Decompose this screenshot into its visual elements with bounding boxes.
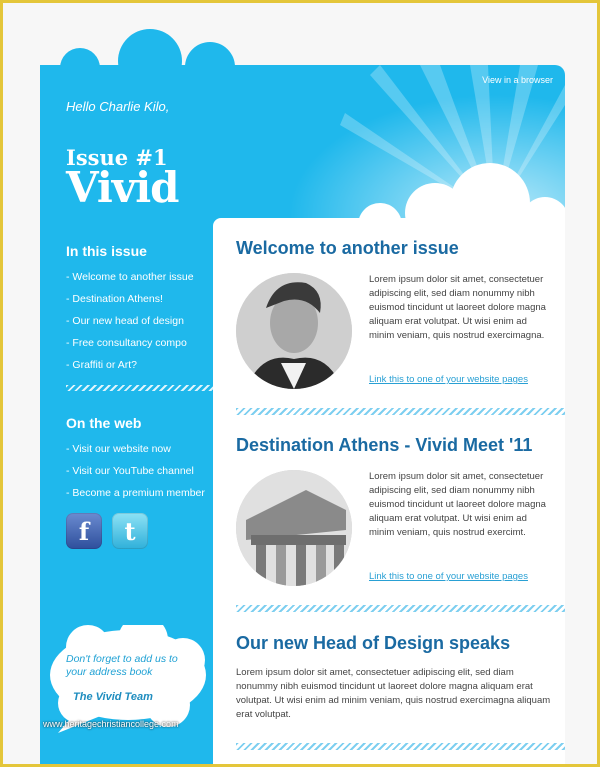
section-divider bbox=[236, 408, 565, 415]
web-link-website[interactable]: - Visit our website now bbox=[66, 443, 171, 455]
issue-link-consultancy[interactable]: - Free consultancy compo bbox=[66, 337, 187, 349]
issue-link-graffiti[interactable]: - Graffiti or Art? bbox=[66, 359, 137, 371]
section-divider bbox=[236, 605, 565, 612]
athens-photo bbox=[236, 470, 352, 586]
issue-number: Issue #1 bbox=[66, 145, 168, 170]
temple-image bbox=[236, 470, 352, 586]
bubble-message: Don't forget to add us to your address book bbox=[66, 653, 178, 678]
view-in-browser-link[interactable]: View in a browser bbox=[482, 75, 553, 85]
issue-link-athens[interactable]: - Destination Athens! bbox=[66, 293, 163, 305]
greeting: Hello Charlie Kilo, bbox=[66, 99, 170, 114]
sidebar bbox=[66, 243, 216, 549]
article-athens bbox=[236, 435, 556, 582]
social-icons bbox=[66, 513, 216, 549]
issue-link-welcome[interactable]: - Welcome to another issue bbox=[66, 271, 194, 283]
web-link-youtube[interactable]: - Visit our YouTube channel bbox=[66, 465, 194, 477]
article-body: Lorem ipsum dolor sit amet, consectetuer adipiscing elit, sed diam nonummy nibh euismod tincidunt ut laoreet dolore magna aliquam erat volutpat. Ut wisi enim ad minim veniam, quis nostrud exercimagna. bbox=[369, 274, 546, 341]
content-panel bbox=[213, 218, 565, 764]
newsletter-title: Vivid bbox=[66, 163, 179, 212]
article-title: Welcome to another issue bbox=[236, 238, 459, 258]
article-body: Lorem ipsum dolor sit amet, consectetuer adipiscing elit, sed diam nonummy nibh euismod tincidunt ut laoreet dolore magna aliquam erat volutpat. Ut wisi enim ad minim veniam, quis nostrud exercimagna aliquam erat volutpat. bbox=[236, 667, 551, 720]
author-photo bbox=[236, 273, 352, 389]
article-title: Destination Athens - Vivid Meet '11 bbox=[236, 435, 533, 455]
twitter-icon[interactable]: t bbox=[112, 513, 148, 549]
bubble-signature: The Vivid Team bbox=[73, 691, 153, 703]
article-body: Lorem ipsum dolor sit amet, consectetuer adipiscing elit, sed diam nonummy nibh euismod tincidunt ut laoreet dolore magna aliquam erat volutpat. Ut wisi enim ad minim veniam, quis nostrud exercimt. bbox=[369, 471, 546, 538]
article-head-of-design bbox=[236, 633, 556, 720]
on-the-web-heading: On the web bbox=[66, 415, 142, 431]
article-welcome bbox=[236, 238, 556, 385]
in-this-issue-list bbox=[66, 271, 216, 371]
section-divider bbox=[236, 743, 565, 750]
in-this-issue-heading: In this issue bbox=[66, 243, 147, 259]
portrait-image bbox=[236, 273, 352, 389]
article-title: Our new Head of Design speaks bbox=[236, 633, 511, 653]
article-link[interactable]: Link this to one of your website pages bbox=[369, 374, 528, 385]
on-the-web-list bbox=[66, 443, 216, 499]
watermark-text: www.heritagechristiancollege.com bbox=[43, 719, 179, 729]
article-link[interactable]: Link this to one of your website pages bbox=[369, 571, 528, 582]
issue-link-head-of-design[interactable]: - Our new head of design bbox=[66, 315, 184, 327]
page bbox=[3, 3, 597, 764]
web-link-premium[interactable]: - Become a premium member bbox=[66, 487, 205, 499]
facebook-icon[interactable]: f bbox=[66, 513, 102, 549]
newsletter-card bbox=[40, 65, 565, 764]
sidebar-divider bbox=[66, 385, 214, 391]
